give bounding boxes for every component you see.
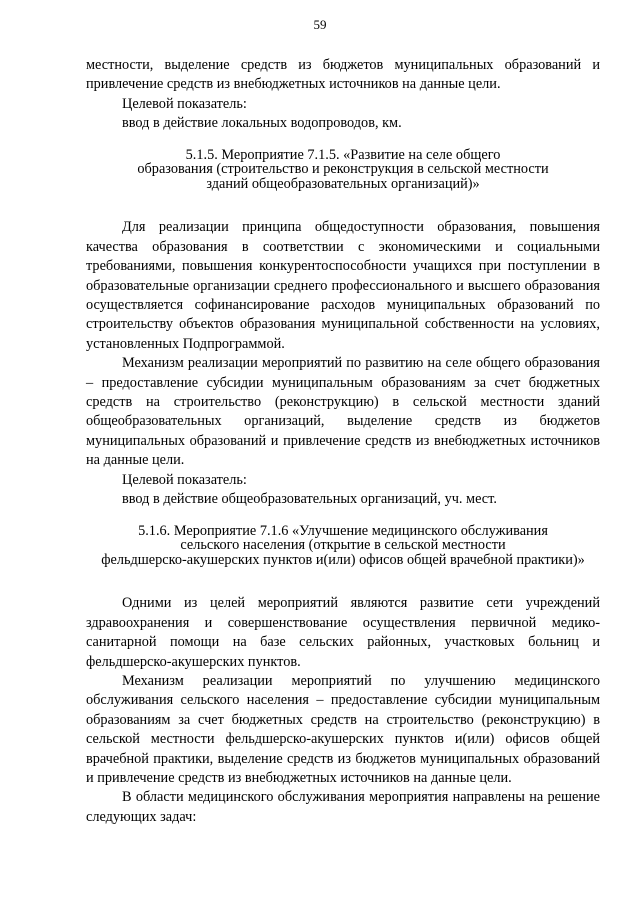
intro-continuation-paragraph: местности, выделение средств из бюджетов муниципальных образований и привлечение средств из внебюджетных источников на данные цели.: [86, 57, 600, 93]
intro-target-label: Целевой показатель:: [122, 95, 247, 112]
section-516-paragraph-1: Одними из целей мероприятий являются развитие сети учреждений здравоохранения и совершенствование осуществления первичной медико-санитарной помощи на базе сельских районных, участковых больниц и фельдшерско-акушерских пунктов.: [86, 595, 600, 670]
section-516-paragraph-2: Механизм реализации мероприятий по улучшению медицинского обслуживания сельского населения – предоставление субсидии муниципальным образованиям за счет бюджетных средств на строительство (реконструкцию) в сельской местности фельдшерско-акушерских пунктов и(или) офисов общей врачебной практики, выделение средств из бюджетов муниципальных образований и привлечение средств из внебюджетных источников на данные цели.: [86, 672, 600, 786]
document-body: [86, 56, 600, 827]
section-515-heading-line: 5.1.5. Мероприятие 7.1.5. «Развитие на селе общего: [185, 146, 501, 163]
section-515-heading-line: образования (строительство и реконструкция в сельской местности: [137, 161, 549, 178]
section-516-heading-line: 5.1.6. Мероприятие 7.1.6 «Улучшение медицинского обслуживания: [138, 522, 548, 539]
section-516-heading-line: сельского населения (открытие в сельской местности: [180, 537, 506, 554]
section-515-paragraph-2: Механизм реализации мероприятий по развитию на селе общего образования – предоставление субсидии муниципальным образованиям за счет бюджетных средств на строительство (реконструкцию) в сельской местности зданий общеобразовательных организаций, выделение средств из бюджетов муниципальных образований и привлечение средств из внебюджетных источников на данные цели.: [86, 355, 600, 469]
section-516-heading-line: фельдшерско-акушерских пунктов и(или) офисов общей врачебной практики)»: [101, 551, 585, 568]
section-516-paragraph-3: В области медицинского обслуживания мероприятия направлены на решение следующих задач:: [86, 789, 600, 825]
page-number: 59: [313, 17, 327, 32]
section-515-heading: [86, 148, 600, 192]
section-516-heading: [86, 524, 600, 568]
section-515-heading-line: зданий общеобразовательных организаций)»: [206, 175, 480, 192]
section-515-paragraph-1: Для реализации принципа общедоступности образования, повышения качества образования в соответствии с экономическими и социальными требованиями, повышения конкурентоспособности учащихся при поступлении в образовательные организации среднего профессионального и высшего образования осуществляется софинансирование расходов муниципальных образований по строительству объектов образования муниципальной собственности на условиях, установленных Подпрограммой.: [86, 219, 600, 352]
section-515-target-value: ввод в действие общеобразовательных организаций, уч. мест.: [122, 491, 497, 508]
section-515-target-label: Целевой показатель:: [122, 471, 247, 488]
intro-target-value: ввод в действие локальных водопроводов, км.: [122, 115, 402, 132]
